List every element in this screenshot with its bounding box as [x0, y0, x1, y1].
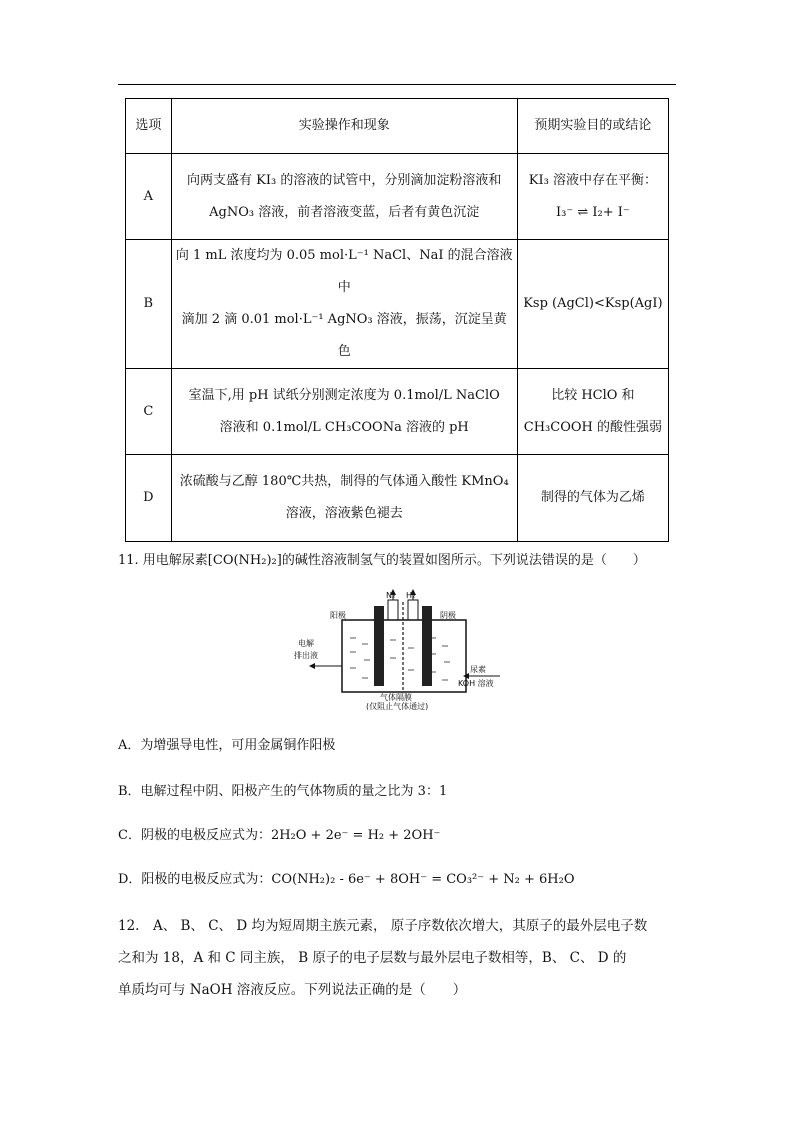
row-operation — [171, 369, 517, 455]
operation-line: 滴加 2 滴 0.01 mol·L⁻¹ AgNO₃ 溶液，振荡，沉淀呈黄色 — [181, 312, 507, 359]
row-conclusion — [517, 455, 668, 542]
operation-line: 溶液，溶液紫色褪去 — [285, 506, 403, 521]
anode-electrode — [374, 606, 384, 686]
header-option: 选项 — [126, 99, 172, 154]
table-row — [126, 369, 669, 455]
row-option: C — [126, 369, 172, 455]
experiment-table — [125, 98, 669, 542]
top-rule — [118, 84, 676, 85]
membrane-label-2: (仅阻止气体通过) — [366, 702, 429, 710]
question-12 — [118, 910, 676, 1006]
row-operation — [171, 154, 517, 240]
conclusion-line: Ksp (AgCl)<Ksp(AgI) — [523, 296, 663, 311]
h2-outlet — [408, 600, 418, 620]
table-row — [126, 154, 669, 240]
header-operation: 实验操作和现象 — [171, 99, 517, 154]
outlet-label-1: 电解 — [298, 639, 314, 648]
operation-line: 溶液和 0.1mol/L CH₃COONa 溶液的 pH — [219, 419, 469, 435]
conclusion-line: 制得的气体为乙烯 — [540, 490, 645, 505]
row-operation — [171, 240, 517, 369]
operation-line: AgNO₃ 溶液，前者溶液变蓝，后者有黄色沉淀 — [209, 204, 480, 220]
row-conclusion — [517, 240, 668, 369]
operation-line: 向两支盛有 KI₃ 的溶液的试管中，分别滴加淀粉溶液和 — [187, 172, 502, 188]
header-conclusion: 预期实验目的或结论 — [517, 99, 668, 154]
inlet-label-2: KOH 溶液 — [458, 679, 494, 688]
q12-line: 12. A、 B、 C、 D 均为短周期主族元素， 原子序数依次增大，其原子的最外层电子数 — [118, 918, 648, 934]
conclusion-line: CH₃COOH 的酸性强弱 — [523, 419, 662, 435]
outlet-label-2: 排出液 — [294, 651, 318, 660]
table-row — [126, 455, 669, 542]
row-conclusion — [517, 154, 668, 240]
option-d: D．阳极的电极反应式为：CO(NH₂)₂ - 6e⁻ + 8OH⁻ = CO₃²⁻ + N₂ + 6H₂O — [118, 872, 575, 887]
row-option: D — [126, 455, 172, 542]
q12-line: 单质均可与 NaOH 溶液反应。下列说法正确的是（ ） — [118, 982, 467, 998]
electrolysis-apparatus-diagram — [290, 588, 510, 710]
h2-label: H₂ — [406, 591, 416, 600]
operation-line: 向 1 mL 浓度均为 0.05 mol·L⁻¹ NaCl、NaI 的混合溶液中 — [175, 248, 513, 295]
table-header-row — [126, 99, 669, 154]
row-conclusion — [517, 369, 668, 455]
n2-label: N₂ — [386, 591, 396, 600]
conclusion-line: I₃⁻ ⇌ I₂+ I⁻ — [556, 204, 630, 220]
cathode-label: 阴极 — [440, 611, 456, 620]
table-row — [126, 240, 669, 369]
row-option: A — [126, 154, 172, 240]
option-c: C．阴极的电极反应式为：2H₂O + 2e⁻ = H₂ + 2OH⁻ — [118, 828, 441, 843]
anode-label: 阳极 — [330, 611, 346, 620]
q12-line: 之和为 18，A 和 C 同主族， B 原子的电子层数与最外层电子数相等，B、 C、 D 的 — [118, 950, 627, 966]
row-option: B — [126, 240, 172, 369]
membrane-label-1: 气体隔膜 — [380, 693, 412, 702]
question-11-stem: 11. 用电解尿素[CO(NH₂)₂]的碱性溶液制氢气的装置如图所示。下列说法错误的是（ ） — [118, 553, 646, 568]
inlet-label-1: 尿素 — [470, 665, 486, 674]
n2-outlet — [388, 600, 398, 620]
row-operation — [171, 455, 517, 542]
option-b: B．电解过程中阴、阳极产生的气体物质的量之比为 3：1 — [118, 784, 448, 799]
operation-line: 室温下,用 pH 试纸分别测定浓度为 0.1mol/L NaClO — [188, 387, 500, 403]
conclusion-line: 比较 HClO 和 — [551, 387, 635, 403]
option-a: A．为增强导电性，可用金属铜作阳极 — [118, 738, 336, 753]
solution-dashes — [350, 638, 450, 680]
tank-outline — [342, 620, 466, 692]
cathode-electrode — [422, 606, 432, 686]
operation-line: 浓硫酸与乙醇 180℃共热，制得的气体通入酸性 KMnO₄ — [179, 474, 509, 489]
conclusion-line: KI₃ 溶液中存在平衡： — [528, 172, 657, 188]
